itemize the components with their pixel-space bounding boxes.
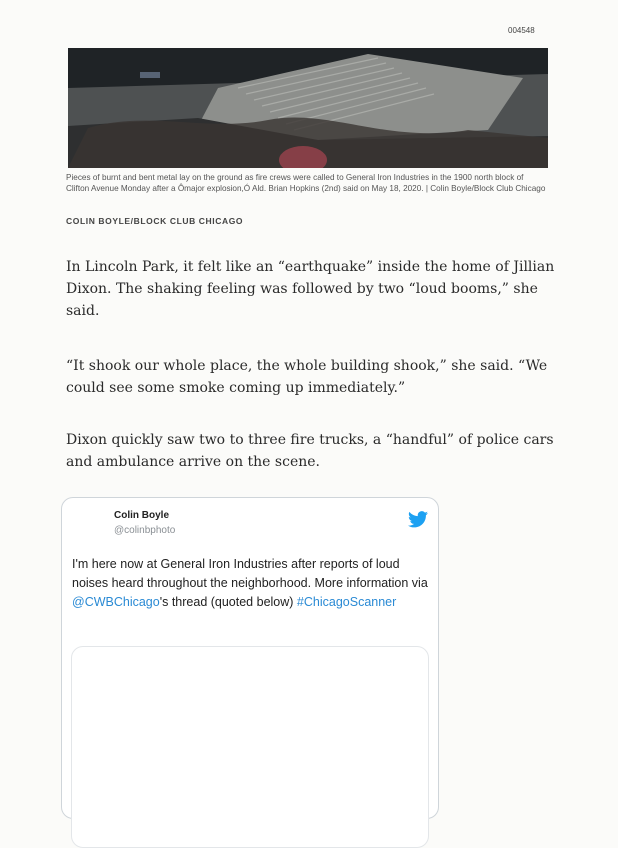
news-photo [68,48,548,168]
tweet-author-name[interactable]: Colin Boyle [114,510,170,521]
embedded-tweet[interactable] [61,497,439,819]
tweet-text [72,555,428,612]
photo-credit: COLIN BOYLE/BLOCK CLUB CHICAGO [66,216,244,226]
article-paragraph: “It shook our whole place, the whole building shook,” she said. “We could see some smoke coming up immediately.” [66,358,548,396]
tweet-text-part: I'm here now at General Iron Industries after reports of loud noises heard throughout the neighborhood. More information via [72,557,428,590]
page-number: 004548 [508,26,535,35]
scrap-metal-photo [68,48,548,168]
article-paragraph: In Lincoln Park, it felt like an “earthquake” inside the home of Jillian Dixon. The shaking feeling was followed by two “loud booms,” she said. [66,259,555,319]
twitter-bird-icon[interactable] [408,511,428,533]
tweet-text-part: 's thread (quoted below) [159,595,297,609]
photo-caption: Pieces of burnt and bent metal lay on the ground as fire crews were called to General Iron Industries in the 1900 north block of Clifton Avenue Monday after a Ômajor explosion,Ó Ald. Brian Hopkins (2nd) said on May 18, 2020. | Colin Boyle/Block Club Chicago [66,173,546,193]
quoted-tweet-card[interactable] [71,646,429,848]
tweet-author-handle[interactable]: @colinbphoto [114,525,176,536]
tweet-hashtag-link[interactable]: #ChicagoScanner [296,595,397,609]
tweet-mention-link[interactable]: @CWBChicago [72,595,160,609]
article-paragraph: Dixon quickly saw two to three fire trucks, a “handful” of police cars and ambulance arrive on the scene. [66,432,554,470]
